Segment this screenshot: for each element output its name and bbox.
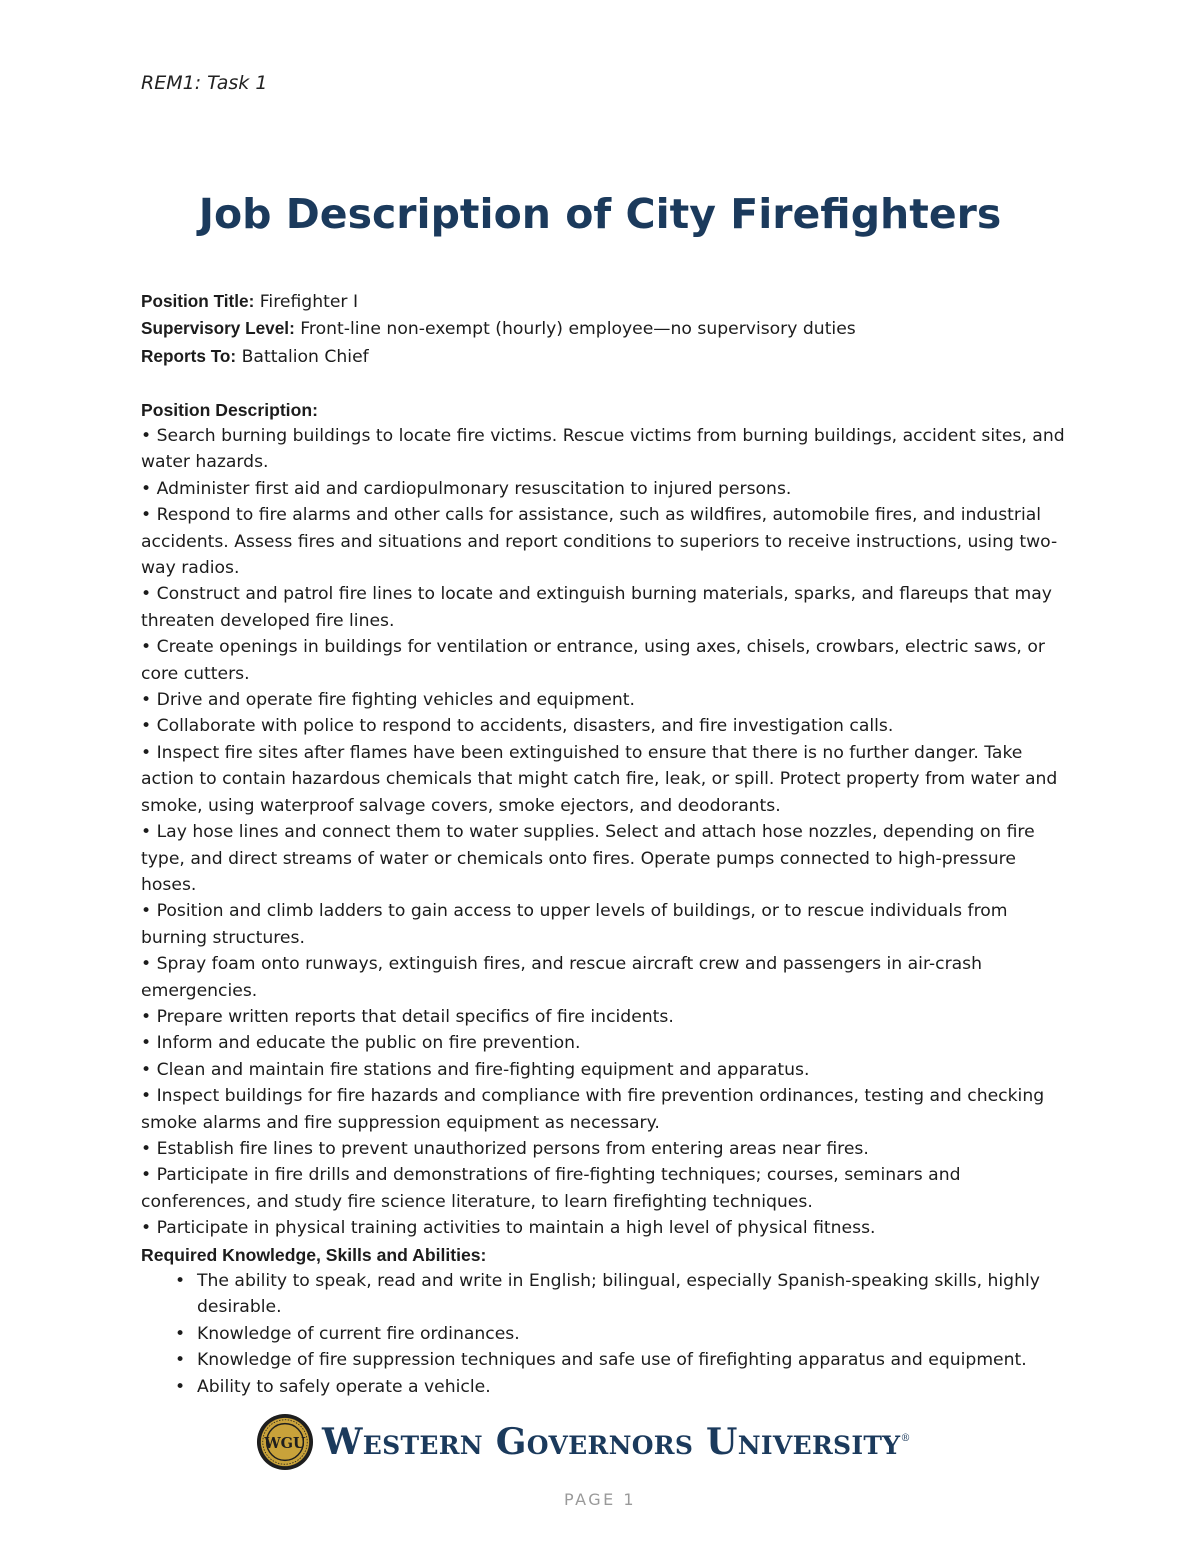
position-title-row [141, 288, 1071, 315]
ksa-heading: Required Knowledge, Skills and Abilities: [141, 1244, 487, 1265]
list-item: • Inform and educate the public on fire prevention. [141, 1030, 1071, 1056]
list-item: • Administer first aid and cardiopulmonary resuscitation to injured persons. [141, 476, 1071, 502]
university-seal-icon [256, 1413, 314, 1471]
list-item: • Drive and operate fire fighting vehicles and equipment. [141, 687, 1071, 713]
ksa-list [141, 1268, 1071, 1400]
list-item: • Spray foam onto runways, extinguish fires, and rescue aircraft crew and passengers in air-crash emergencies. [141, 951, 1071, 1004]
university-name: Western Governors University [322, 1421, 901, 1463]
list-item: • Knowledge of fire suppression techniques and safe use of firefighting apparatus and equipment. [175, 1347, 1071, 1373]
university-wordmark [322, 1421, 911, 1463]
list-item: • Establish fire lines to prevent unauthorized persons from entering areas near fires. [141, 1136, 1071, 1162]
list-item: • Search burning buildings to locate fire victims. Rescue victims from burning buildings, accident sites, and water hazards. [141, 423, 1071, 476]
position-description-heading: Position Description: [141, 399, 318, 420]
supervisory-level-label: Supervisory Level: [141, 318, 295, 339]
supervisory-level-row [141, 315, 1071, 342]
page-number: PAGE 1 [563, 1490, 637, 1509]
wgu-logo [256, 1411, 916, 1473]
document-body [141, 288, 1071, 1400]
position-description-list [141, 423, 1071, 1242]
trademark-symbol: ® [900, 1433, 911, 1444]
list-item: • Collaborate with police to respond to accidents, disasters, and fire investigation calls. [141, 713, 1071, 739]
reports-to-value: Battalion Chief [241, 346, 369, 367]
page-title: Job Description of City Firefighters [198, 190, 1002, 238]
position-title-value: Firefighter I [259, 292, 359, 312]
supervisory-level-value: Front-line non-exempt (hourly) employee—no supervisory duties [300, 319, 856, 340]
list-item: • Participate in fire drills and demonstrations of fire-fighting techniques; courses, seminars and conferences, and study fire science literature, to learn firefighting techniques. [141, 1162, 1071, 1215]
reports-to-row [141, 343, 1071, 370]
list-item: • Knowledge of current fire ordinances. [175, 1321, 1071, 1347]
position-title-label: Position Title: [141, 291, 255, 311]
list-item: • Create openings in buildings for ventilation or entrance, using axes, chisels, crowbars, electric saws, or core cutters. [141, 634, 1071, 687]
list-item: • Respond to fire alarms and other calls for assistance, such as wildfires, automobile fires, and industrial accidents. Assess fires and situations and report conditions to superiors to receive instructions, using two-way radios. [141, 502, 1071, 581]
list-item: • Inspect fire sites after flames have been extinguished to ensure that there is no further danger. Take action to contain hazardous chemicals that might catch fire, leak, or spill. Protect property from water and smoke, using waterproof salvage covers, smoke ejectors, and deodorants. [141, 740, 1071, 819]
list-item: • Lay hose lines and connect them to water supplies. Select and attach hose nozzles, depending on fire type, and direct streams of water or chemicals onto fires. Operate pumps connected to high-pressure hoses. [141, 819, 1071, 898]
list-item: • Inspect buildings for fire hazards and compliance with fire prevention ordinances, testing and checking smoke alarms and fire suppression equipment as necessary. [141, 1083, 1071, 1136]
seal-initials: WGU [264, 1434, 306, 1452]
reports-to-label: Reports To: [141, 345, 237, 366]
list-item: • Position and climb ladders to gain access to upper levels of buildings, or to rescue individuals from burning structures. [141, 898, 1071, 951]
spacer [141, 370, 1071, 396]
header-task-label: REM1: Task 1 [141, 72, 268, 94]
list-item: • Construct and patrol fire lines to locate and extinguish burning materials, sparks, and flareups that may threaten developed fire lines. [141, 581, 1071, 634]
list-item: • Prepare written reports that detail specifics of fire incidents. [141, 1004, 1071, 1030]
list-item: • The ability to speak, read and write in English; bilingual, especially Spanish-speaking skills, highly desirable. [175, 1268, 1071, 1321]
list-item: • Ability to safely operate a vehicle. [175, 1374, 1071, 1400]
list-item: • Clean and maintain fire stations and fire-fighting equipment and apparatus. [141, 1057, 1071, 1083]
list-item: • Participate in physical training activities to maintain a high level of physical fitness. [141, 1215, 1071, 1241]
